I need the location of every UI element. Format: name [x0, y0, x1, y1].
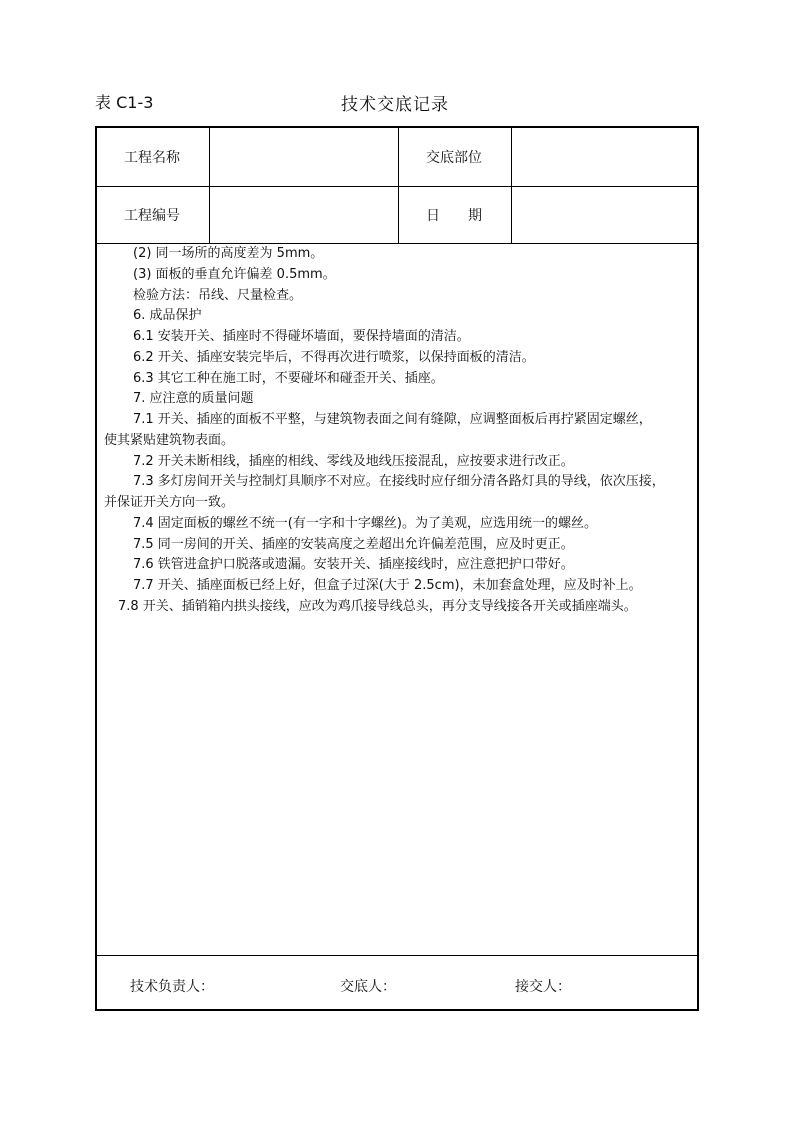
content-line: 并保证开关方向一致。 — [104, 495, 235, 510]
handover-by-signature-label: 交底人： — [340, 979, 396, 995]
section-heading: 6. 成品保护 — [133, 308, 202, 323]
content-line: (3) 面板的垂直允许偏差 0.5mm。 — [133, 267, 336, 282]
content-line: 检验方法：吊线、尺量检查。 — [133, 288, 303, 303]
row-divider — [97, 243, 697, 244]
content-line: 7.1 开关、插座的面板不平整，与建筑物表面之间有缝隙，应调整面板后再拧紧固定螺丝， — [133, 412, 652, 427]
content-line: (2) 同一场所的高度差为 5mm。 — [133, 246, 324, 261]
content-line: 使其紧贴建筑物表面。 — [104, 433, 235, 448]
project-name-label: 工程名称 — [124, 150, 180, 166]
col-divider — [398, 128, 399, 243]
content-line: 7.5 同一房间的开关、插座的安装高度之差超出允许偏差范围，应及时更正。 — [133, 537, 574, 552]
content-line: 7.8 开关、插销箱内拱头接线，应改为鸡爪接导线总头，再分支导线接各开关或插座端头。 — [118, 599, 637, 614]
section-heading: 7. 应注意的质量问题 — [133, 391, 254, 406]
col-divider — [209, 128, 210, 243]
content-line: 7.7 开关、插座面板已经上好，但盒子过深(大于 2.5cm)，未加套盒处理，应及时补上。 — [133, 578, 642, 593]
content-line: 7.2 开关未断相线，插座的相线、零线及地线压接混乱，应按要求进行改正。 — [133, 454, 574, 469]
content-line: 6.3 其它工种在施工时，不要碰坏和碰歪开关、插座。 — [133, 371, 444, 386]
footer-divider — [97, 955, 697, 956]
content-line: 6.2 开关、插座安装完毕后，不得再次进行喷浆，以保持面板的清洁。 — [133, 350, 535, 365]
content-line: 7.4 固定面板的螺丝不统一(有一字和十字螺丝)。为了美观，应选用统一的螺丝。 — [133, 516, 597, 531]
document-title: 技术交底记录 — [341, 95, 449, 115]
col-divider — [511, 128, 512, 243]
content-line: 7.6 铁管进盒护口脱落或遗漏。安装开关、插座接线时，应注意把护口带好。 — [133, 557, 574, 572]
content-line: 6.1 安装开关、插座时不得碰坏墙面，要保持墙面的清洁。 — [133, 329, 470, 344]
tech-lead-signature-label: 技术负责人： — [130, 979, 214, 995]
handover-part-label: 交底部位 — [426, 150, 482, 166]
row-divider — [97, 186, 697, 187]
form-code: 表 C1-3 — [95, 93, 154, 112]
received-by-signature-label: 接交人： — [515, 979, 571, 995]
record-table — [95, 126, 699, 1011]
date-label: 日 期 — [426, 208, 482, 224]
project-no-label: 工程编号 — [124, 208, 180, 224]
content-line: 7.3 多灯房间开关与控制灯具顺序不对应。在接线时应仔细分清各路灯具的导线，依次压接， — [133, 474, 665, 489]
